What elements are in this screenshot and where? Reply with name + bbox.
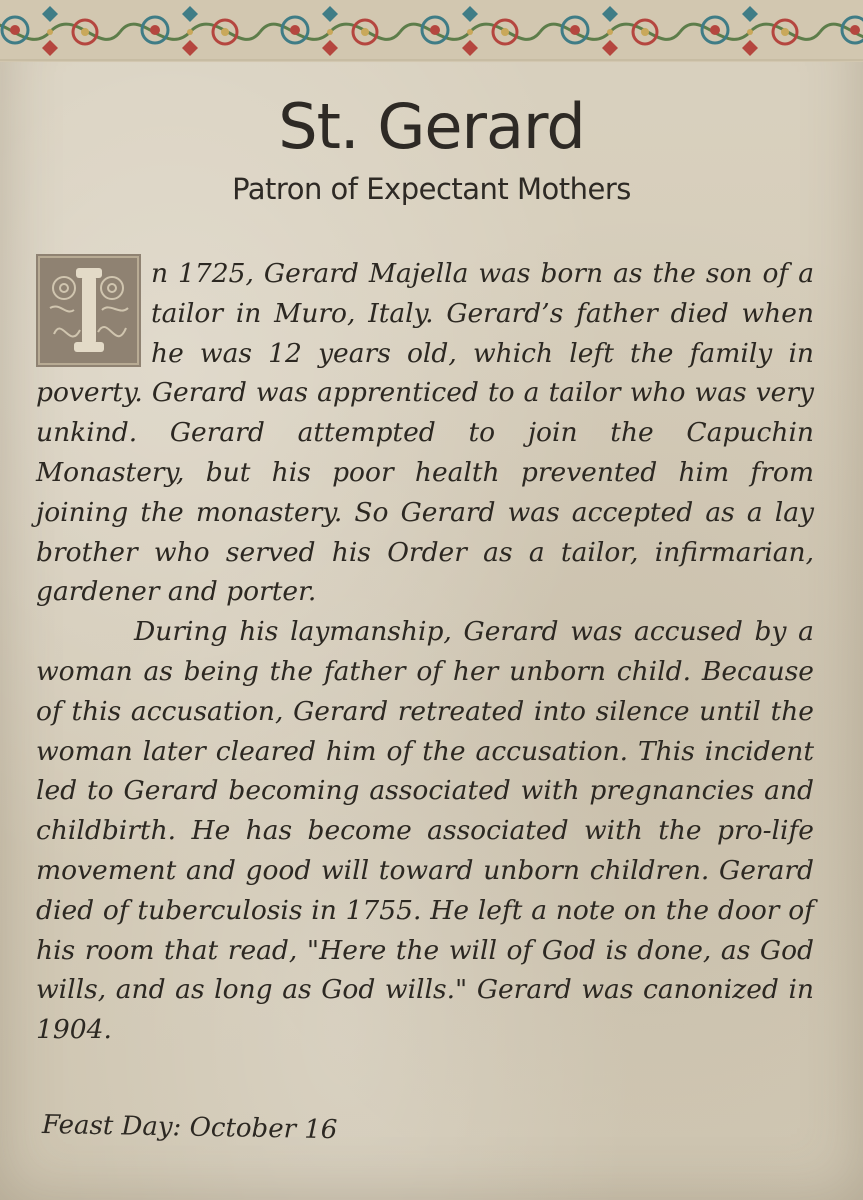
- paragraph-2: During his laymanship, Gerard was accused by a woman as being the father of her unborn child. Because of this accusation, Gerard retreated into silence until the woman later cleared him of the accusation. This incident led to Gerard becoming associated with pregnancies and childbirth. He has become associated with the pro-life movement and good will toward unborn children. Gerard died of tuberculosis in 1755. He left a note on the door of his room that read, "Here the will of God is done, as God wills, and as long as God wills." Gerard was canonized in 1904.: [36, 616, 814, 1046]
- page-subtitle: Patron of Expectant Mothers: [232, 172, 631, 206]
- paragraph-1-text: n 1725, Gerard Majella was born as the son of a tailor in Muro, Italy. Gerard’s father died when he was 12 years old, which left the family in poverty. Gerard was apprenticed to a tailor who was very unkind. Gerard attempted to join the Capuchin Monastery, but his poor health prevented him from joining the monastery. So Gerard was accepted as a lay brother who served his Order as a tailor, infirmarian, gardener and porter.: [36, 258, 814, 608]
- page-title: St. Gerard: [278, 90, 585, 163]
- dropcap-letter: I: [88, 332, 90, 333]
- ornamental-border-icon: [0, 0, 863, 62]
- floral-initial-icon: [36, 254, 141, 367]
- paragraph-1: [36, 254, 814, 612]
- feast-day: Feast Day: October 16: [41, 1110, 338, 1146]
- biography-text: [36, 254, 814, 1050]
